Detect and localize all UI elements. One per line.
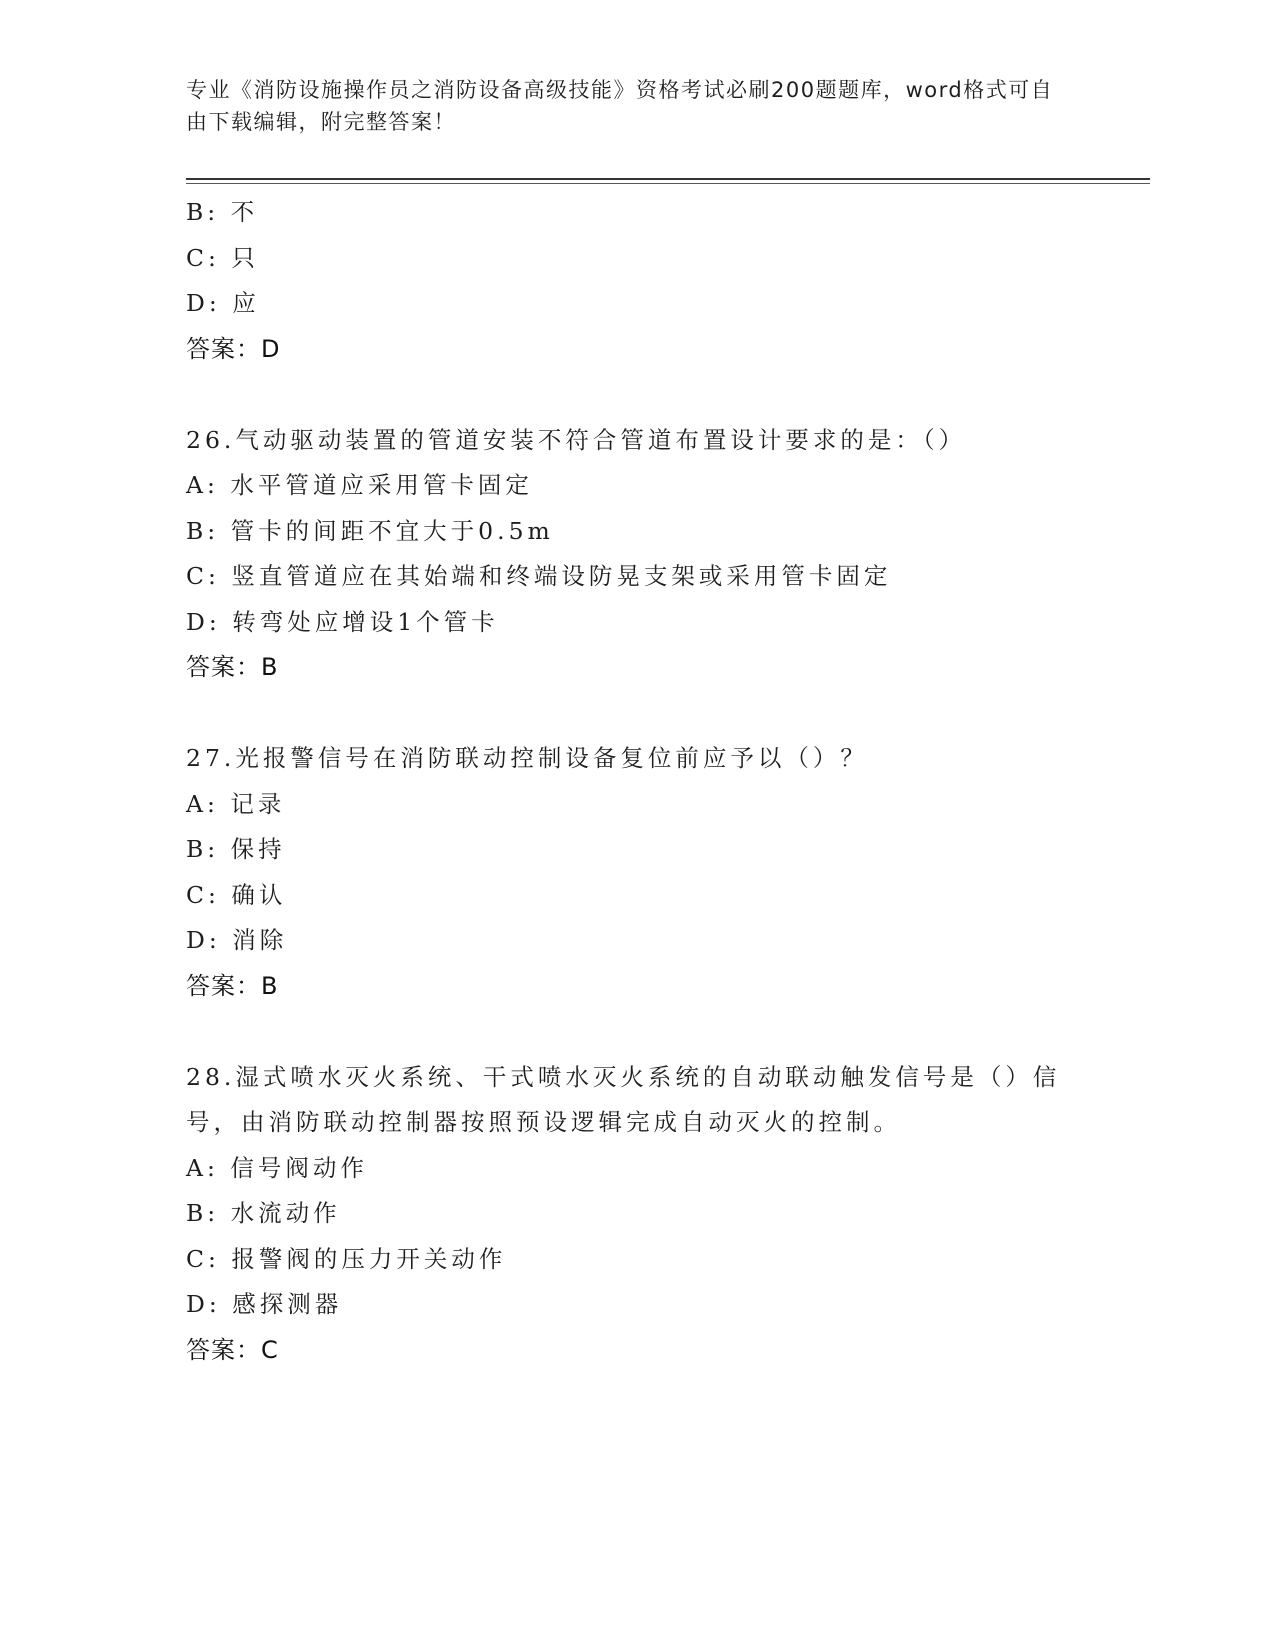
- option-a: A: 信号阀动作: [186, 1153, 368, 1182]
- option-c: C: 竖直管道应在其始端和终端设防晃支架或采用管卡固定: [186, 562, 892, 590]
- spacer: [186, 691, 1106, 737]
- spacer: [186, 1009, 1106, 1055]
- answer-line: 答案：B: [186, 971, 279, 1000]
- question-list: [186, 190, 1106, 1373]
- question-28: [186, 1055, 1106, 1374]
- header-rule-thin: [186, 183, 1150, 184]
- option-d: D: 感探测器: [186, 1290, 343, 1318]
- option-c: C: 确认: [186, 880, 287, 909]
- option-b: B: 保持: [186, 835, 286, 863]
- document-header: 专业《消防设施操作员之消防设备高级技能》资格考试必刷200题题库，word格式可自由下载编辑，附完整答案！: [186, 78, 1054, 134]
- option-a: A: 记录: [186, 789, 286, 818]
- option-d: D: 转弯处应增设1个管卡: [186, 607, 499, 636]
- option-c: C: 只: [186, 243, 259, 272]
- option-a: A: 水平管道应采用管卡固定: [186, 471, 533, 499]
- option-b: B: 水流动作: [186, 1199, 341, 1227]
- answer-line: 答案：D: [186, 334, 281, 363]
- header-rule-thick: [186, 178, 1150, 180]
- question-stem: 28.湿式喷水灭火系统、干式喷水灭火系统的自动联动触发信号是（）信号，由消防联动控制器按照预设逻辑完成自动灭火的控制。: [186, 1062, 1061, 1136]
- option-d: D: 应: [186, 289, 260, 317]
- option-c: C: 报警阀的压力开关动作: [186, 1244, 507, 1273]
- answer-line: 答案：B: [186, 653, 279, 681]
- question-fragment: [186, 190, 1106, 372]
- question-stem: 26.气动驱动装置的管道安装不符合管道布置设计要求的是：（）: [186, 425, 967, 454]
- question-stem: 27.光报警信号在消防联动控制设备复位前应予以（）？: [186, 744, 868, 772]
- question-27: [186, 736, 1106, 1009]
- spacer: [186, 372, 1106, 418]
- option-b: B: 管卡的间距不宜大于0.5m: [186, 516, 554, 545]
- option-d: D: 消除: [186, 926, 288, 954]
- question-26: [186, 418, 1106, 691]
- option-b: B: 不: [186, 198, 259, 226]
- answer-line: 答案：C: [186, 1335, 279, 1364]
